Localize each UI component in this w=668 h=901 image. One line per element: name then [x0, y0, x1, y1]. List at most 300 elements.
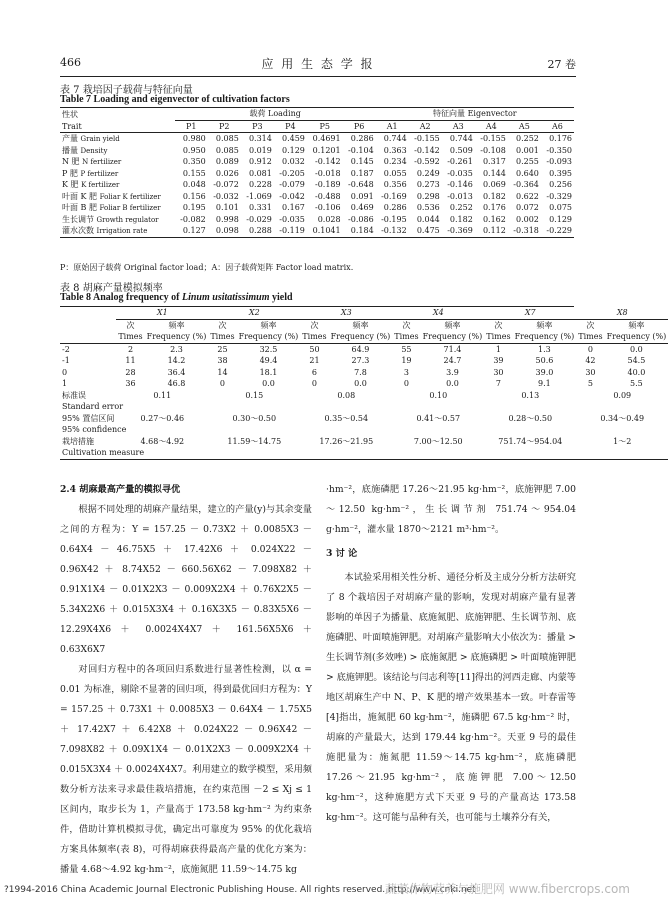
table7-trait-header-cn: 性状 — [62, 109, 78, 119]
table7-row-label-en: N fertilizer — [82, 158, 122, 167]
table7-cell: -0.195 — [381, 214, 407, 224]
table8-row-label: -1 — [62, 356, 70, 366]
table8-ci-cell: 0.41～0.57 — [416, 413, 461, 423]
table8-caption-cn: 表 8 胡麻产量模拟频率 — [60, 283, 163, 294]
table8-ci-row-en — [60, 424, 668, 436]
table8-sub-header-cn: 次 — [310, 320, 319, 330]
table7-col-header: P6 — [353, 121, 365, 131]
table7-cell: -0.032 — [213, 191, 239, 201]
table7-cell: -0.018 — [315, 168, 341, 178]
table8-cell: 0.0 — [262, 379, 275, 389]
table7-cell: -0.329 — [546, 191, 572, 201]
table7-row-label-cn: P 肥 — [62, 168, 81, 178]
table7-row-label-en: Foliar K fertilizer — [99, 192, 161, 201]
table7-cell: -0.029 — [246, 214, 272, 224]
table7-cell: 0.069 — [482, 180, 506, 190]
table8-cell: 18.1 — [259, 367, 278, 377]
table8-row — [60, 367, 668, 379]
table7-cell: 0.234 — [383, 157, 407, 167]
table7-cell: -0.106 — [315, 203, 341, 213]
table7-row-label — [60, 145, 175, 157]
table8-se-row — [60, 390, 668, 402]
table7-cell: 0.127 — [182, 226, 206, 236]
table8-cell: 71.4 — [443, 344, 462, 354]
table8-cell: 27.3 — [351, 356, 370, 366]
table8-sub-header-en: Frequency (%) — [146, 332, 207, 342]
table7-cell: -0.318 — [513, 226, 539, 236]
table7-cell: 0.195 — [182, 203, 206, 213]
table7-cell: -0.205 — [279, 168, 305, 178]
table7-col-header: P2 — [219, 121, 230, 131]
section-2-4-heading: 2.4 胡麻最高产量的模拟寻优 — [60, 484, 181, 495]
table7-cell: 0.980 — [182, 134, 206, 144]
table8-cell: 50 — [309, 344, 320, 354]
table8-cell: 5.5 — [630, 379, 643, 389]
table7-cell: 0.032 — [281, 157, 305, 167]
table7-cell: 0.622 — [515, 191, 539, 201]
table8-cell: 2.3 — [170, 344, 183, 354]
table8-cm-row-en — [60, 447, 668, 459]
table8-var-header: X4 — [392, 307, 484, 319]
table7-cell: 0.475 — [416, 226, 440, 236]
table8-se-cell: 0.11 — [153, 390, 172, 400]
header-rule — [60, 76, 576, 77]
table7-row-label — [60, 156, 175, 168]
table7-cell: 0.072 — [515, 203, 539, 213]
table8-cell: 7 — [495, 379, 501, 389]
table7-cell: 0.145 — [350, 157, 374, 167]
table7-cell: -0.093 — [546, 157, 572, 167]
table7-note: P：原始因子载荷 Original factor load；A：因子载荷矩阵 Factor load matrix. — [60, 263, 354, 272]
table7-cell: 0.002 — [515, 214, 539, 224]
table7-cell: 0.286 — [350, 134, 374, 144]
table7-cell: -0.013 — [447, 191, 473, 201]
table8-cell: 49.4 — [259, 356, 278, 366]
table8-ci-row — [60, 413, 668, 425]
table8-sub-row-en — [60, 331, 668, 343]
table8-se-cell: 0.08 — [337, 390, 356, 400]
table7-cell: -0.142 — [414, 145, 440, 155]
table8-cell: 28 — [125, 367, 136, 377]
table7-cell: 0.744 — [449, 134, 473, 144]
table8-ci-label-en: 95% confidence — [62, 425, 127, 435]
table7-row — [60, 179, 574, 191]
table7-cell: 0.228 — [248, 180, 272, 190]
table8-var-row — [60, 307, 668, 319]
table8-cell: 0 — [403, 379, 409, 389]
table7-cell: 0.744 — [383, 134, 407, 144]
table7-loading-header: 载荷 Loading — [175, 108, 376, 120]
para-optimal: 对回归方程中的各项回归系数进行显著性检测，以 α = 0.01 为标准，剔除不显著的回归项，得到最优回归方程为：Y = 157.25 ＋ 0.73X1 ＋ 0.0085X3 － 0.64X4 － 1.75X5 ＋ 17.42X7 ＋ 6.42X8 ＋ 0.024X22 － 0.96X42 － 7.098X82 ＋ 0.09X1X4 － 0.01X2X3 － 0.009X2X4 ＋ 0.015X3X4 ＋ 0.0024X4X7。利用建立的数学模型，采用频数分析方法来寻求最佳栽培措施，在约束范围 －2 ≤ Xj ≤ 1 区间内，取步长为 1，产量高于 173.58 kg·hm⁻² 为约束条件，借助计算机模拟寻优，确定出可靠度为 95% 的优化栽培方案具体频率(表 8)，可得胡麻获得最高产量的优化方案为：播量 4.68～4.92 kg·hm⁻²，底施氮肥 11.59～14.75 kg — [60, 664, 312, 875]
table7-cell: 0.469 — [350, 203, 374, 213]
table8-se-label-en: Standard error — [62, 402, 124, 412]
para-continued: ·hm⁻²，底施磷肥 17.26～21.95 kg·hm⁻²，底施钾肥 7.00～12.50 kg·hm⁻²，生长调节剂 751.74～954.04 g·hm⁻²，灌水量 1870～2121 m³·hm⁻²。 — [326, 484, 576, 535]
table7-row-label-en: Growth regulator — [96, 215, 159, 224]
table8-cell: 1.3 — [538, 344, 551, 354]
table7-row — [60, 133, 574, 145]
table7-row-label-en: P fertilizer — [80, 169, 119, 178]
table8-cell: 6 — [311, 367, 317, 377]
table8-sub-header-cn: 频率 — [260, 320, 277, 330]
table7-cell: 0.176 — [482, 203, 506, 213]
table8-cell: 0 — [219, 379, 226, 389]
table8-var-header: X8 — [576, 307, 668, 319]
table7-cell: 0.044 — [416, 214, 440, 224]
table8-cell: 50.6 — [535, 356, 554, 366]
table7-cell: 0.055 — [383, 168, 407, 178]
table7-cell: 0.075 — [549, 203, 572, 213]
table8-row-label: 1 — [62, 379, 68, 389]
table8-cell: 2 — [127, 344, 134, 354]
table8-cell: 32.5 — [259, 344, 278, 354]
table7-cell: 0.091 — [350, 191, 374, 201]
table7-cell: 0.998 — [215, 214, 239, 224]
table7-row-label-cn: 灌水次数 — [62, 226, 97, 236]
table7-cell: 0.182 — [482, 191, 506, 201]
table7-cell: 0.252 — [515, 134, 539, 144]
table7-cell: 0.101 — [215, 203, 239, 213]
table7-cell: 0.273 — [416, 180, 440, 190]
table8-caption-en-b: yield — [269, 292, 293, 303]
table7-row-label-cn: 叶面 K 肥 — [62, 191, 100, 201]
table7-row — [60, 225, 574, 237]
table8-cell: 0.0 — [446, 379, 459, 389]
table8-ci-label-cn: 95% 置信区间 — [62, 413, 115, 423]
table7-row — [60, 214, 574, 226]
table7-cell: 0.089 — [215, 157, 239, 167]
table7-row — [60, 168, 574, 180]
table7-row — [60, 191, 574, 203]
table7-cell: 0.184 — [350, 226, 374, 236]
table7-col-header: A4 — [485, 121, 497, 131]
table7-cell: 0.395 — [549, 168, 572, 178]
table8-cell: 0 — [311, 379, 317, 389]
table7-row-label-cn: N 肥 — [62, 157, 83, 167]
table7-cell: -0.261 — [447, 157, 473, 167]
table8-sub-header-en: Frequency (%) — [238, 332, 299, 342]
table7-cell: 0.176 — [549, 134, 572, 144]
table8-cell: 42 — [585, 356, 596, 366]
table8-cell: 30 — [585, 367, 596, 377]
table8-row-label: -2 — [62, 344, 70, 354]
table8-cell: 19 — [401, 356, 412, 366]
table8-row-label: 0 — [62, 367, 68, 377]
table8-ci-cell: 0.35～0.54 — [324, 413, 369, 423]
table7-cell: 0.129 — [549, 214, 572, 224]
table8-se-cell: 0.10 — [429, 390, 448, 400]
table7-cell: 0.026 — [215, 168, 239, 178]
table7-row-label-cn: 生长调节 — [62, 214, 97, 224]
copyright-footer: ?1994-2016 China Academic Journal Electronic Publishing House. All rights reserved. http://www.cnki.net — [4, 885, 476, 895]
table7-cell: 0.363 — [383, 145, 407, 155]
table7-cell: 0.4691 — [312, 134, 341, 144]
table8-caption-en-a: Table 8 Analog frequency of — [60, 292, 182, 303]
table7-cell: 0.950 — [182, 145, 206, 155]
table8-cell: 1 — [495, 344, 501, 354]
table7-cell: 0.019 — [248, 145, 272, 155]
table8-cm-row — [60, 436, 668, 448]
table7-col-header: P3 — [252, 121, 263, 131]
table7-row-label-cn: 叶面 B 肥 — [62, 203, 100, 213]
table7-cell: -0.229 — [546, 226, 572, 236]
table8-var-header: X1 — [116, 307, 208, 319]
table8-sub-header-cn: 次 — [126, 320, 135, 330]
table8-se-cell: 0.13 — [521, 390, 540, 400]
watermark: 蔬菜作物营养与施肥网 www.fibercrops.com — [384, 882, 630, 896]
table7-cell: -0.369 — [447, 226, 473, 236]
table7-cell: -0.169 — [381, 191, 407, 201]
table7-cell: 0.187 — [350, 168, 374, 178]
table7-cell: 0.640 — [515, 168, 539, 178]
table7-cell: 0.001 — [515, 145, 539, 155]
table7-cell: -0.104 — [348, 145, 374, 155]
table8-cm-cell: 4.68～4.92 — [140, 436, 185, 446]
table7-row — [60, 202, 574, 214]
table7-cell: 0.144 — [482, 168, 506, 178]
table7-row-label-cn: 播量 — [62, 145, 81, 155]
table8-cell: 11 — [125, 356, 136, 366]
table8-cell: 7.8 — [354, 367, 367, 377]
table7-cell: 0.155 — [182, 168, 206, 178]
table7-cell: -0.155 — [414, 134, 440, 144]
table8-cell: 3.9 — [446, 367, 459, 377]
table7-cell: 0.048 — [182, 180, 206, 190]
table7-row-label-en: Density — [80, 146, 108, 155]
table7-row-label-en: Grain yield — [80, 135, 120, 144]
table8-caption-species: Linum usitatissimum — [181, 292, 270, 303]
table8-cell: 24.7 — [443, 356, 462, 366]
table7-cell: 0.085 — [215, 145, 239, 155]
table8-sub-header-cn: 次 — [494, 320, 503, 330]
table7-cell: -0.146 — [447, 180, 473, 190]
table7-row — [60, 145, 574, 157]
journal-title: 应 用 生 态 学 报 — [261, 57, 375, 71]
table7-cell: -0.364 — [513, 180, 539, 190]
table7-cell: 0.249 — [416, 168, 440, 178]
table8-sub-header-en: Frequency (%) — [330, 332, 391, 342]
table8-cell: 9.1 — [538, 379, 551, 389]
table7-cell: -0.035 — [279, 214, 305, 224]
table8-se-row-en — [60, 401, 668, 413]
table7-cell: 0.162 — [482, 214, 506, 224]
table7-row-label-en: K fertilizer — [81, 181, 120, 190]
table8-cell: 14.2 — [167, 356, 186, 366]
table8-cell: 0 — [587, 344, 593, 354]
table7-col-header: P4 — [285, 121, 296, 131]
table7-row-label — [60, 202, 175, 214]
table7-cell: 0.255 — [515, 157, 539, 167]
table8-sub-header-cn: 频率 — [628, 320, 645, 330]
table8-cell: 0.0 — [354, 379, 367, 389]
table7-row-label — [60, 214, 175, 226]
table7-eigen-header: 特征向量 Eigenvector — [376, 108, 574, 120]
table8-sub-header-cn: 次 — [402, 320, 411, 330]
table8-sub-row — [60, 319, 668, 331]
table7-col-header: P5 — [319, 121, 330, 131]
page-number: 466 — [60, 56, 81, 69]
table7-cell: 0.912 — [248, 157, 272, 167]
table7-cell: -0.155 — [480, 134, 506, 144]
table8-ci-cell: 0.27～0.46 — [140, 413, 185, 423]
table7-cell: -0.035 — [447, 168, 473, 178]
table8-sub-header-cn: 次 — [218, 320, 227, 330]
table8-sub-header-en: Times — [394, 332, 419, 342]
table7-cell: -0.108 — [480, 145, 506, 155]
table8-sub-header-cn: 频率 — [536, 320, 553, 330]
table7-row-label — [60, 133, 175, 145]
table7-col-header: A2 — [419, 121, 431, 131]
table7-caption-cn: 表 7 栽培因子载荷与特征向量 — [60, 85, 193, 96]
table8-cell: 36.4 — [167, 367, 186, 377]
table8-cm-cell: 11.59～14.75 — [227, 436, 282, 446]
table8-blank — [60, 319, 116, 331]
table7 — [60, 108, 574, 238]
table7-row-label-cn: 产量 — [62, 134, 81, 144]
para-discussion: 本试验采用相关性分析、通径分析及主成分分析方法研究了 8 个栽培因子对胡麻产量的影响，发现对胡麻产量有显著影响的单因子为播量、底施氮肥、底施钾肥、生长调节剂、底施磷肥、叶面喷施钾肥。对胡麻产量影响大小依次为：播量 > 生长调节剂(多效唑) > 底施氮肥 > 底施磷肥 > 叶面喷施钾肥 > 底施钾肥。该结论与闫志利等[11]得出的河西走廊、内蒙等地区胡麻生产中 N、P、K 肥的增产效果基本一致。叶春雷等[4]指出，施氮肥 60 kg·hm⁻²，施磷肥 67.5 kg·hm⁻² 时，胡麻的产量最大，达到 179.44 kg·hm⁻²。天亚 9 号的最佳施肥量为：施氮肥 11.59～14.75 kg·hm⁻²，底施磷肥 17.26～21.95 kg·hm⁻²，底施钾肥 7.00～12.50 kg·hm⁻²，这种施肥方式下天亚 9 号的产量高达 173.58 kg·hm⁻²。这可能与品种有关，也可能与土壤养分有关， — [326, 572, 576, 823]
table7-cell: 0.509 — [449, 145, 473, 155]
table7-cell: 0.298 — [416, 191, 440, 201]
right-column — [326, 480, 576, 828]
table8-cell: 3 — [403, 367, 409, 377]
table7-cell: 0.286 — [383, 203, 407, 213]
table8-sub-header-cn: 频率 — [168, 320, 185, 330]
table8-cell: 39 — [493, 356, 504, 366]
table7-cell: 0.167 — [281, 203, 305, 213]
table8-row — [60, 355, 668, 367]
table8-cell: 38 — [217, 356, 228, 366]
table8-cell: 46.8 — [167, 379, 186, 389]
table7-cell: -0.086 — [348, 214, 374, 224]
table7-col-header: A6 — [552, 121, 563, 131]
table7-cell: -0.082 — [180, 214, 206, 224]
table7-cell: 0.288 — [248, 226, 272, 236]
table7-cell: 0.129 — [281, 145, 305, 155]
table7-row-label — [60, 179, 175, 191]
table7-cell: -1.069 — [246, 191, 272, 201]
table7-cell: -0.189 — [315, 180, 341, 190]
table7-row-label — [60, 168, 175, 180]
table7-cell: -0.592 — [414, 157, 440, 167]
table7-caption-en: Table 7 Loading and eigenvector of cultivation factors — [60, 94, 290, 105]
table7-cell: 0.028 — [317, 214, 341, 224]
volume-label: 27 卷 — [547, 58, 576, 71]
table8-row — [60, 343, 668, 355]
table7-cell: 0.459 — [281, 134, 305, 144]
table8-ci-cell: 0.34～0.49 — [600, 413, 645, 423]
table7-cell: -0.488 — [315, 191, 341, 201]
table7-cell: 0.350 — [182, 157, 206, 167]
table8-ci-cell: 0.28～0.50 — [508, 413, 553, 423]
table7-cell: -0.350 — [546, 145, 572, 155]
table8-sub-header-en: Times — [486, 332, 511, 342]
table7-cell: 0.182 — [449, 214, 473, 224]
table7-col-header: P1 — [185, 121, 197, 131]
table8-se-label-cn: 标准误 — [62, 390, 86, 400]
table7-cell: -0.119 — [279, 226, 305, 236]
table8-sub-header-en: Times — [302, 332, 327, 342]
table8-cm-cell: 751.74～954.04 — [498, 436, 563, 446]
table8-sub-header-en: Frequency (%) — [606, 332, 667, 342]
table7-cell: -0.648 — [348, 180, 374, 190]
table7-cell: 0.085 — [215, 134, 239, 144]
table8-cm-cell: 1～2 — [613, 436, 632, 446]
table8-row — [60, 378, 668, 390]
table8-se-cell: 0.09 — [613, 390, 632, 400]
table7-row-label-en: Irrigation rate — [96, 227, 148, 236]
table7-cell: -0.142 — [315, 157, 341, 167]
table8-blank — [60, 331, 116, 343]
table8-cell: 5 — [587, 379, 593, 389]
table7-cell: 0.256 — [549, 180, 572, 190]
table8-cell: 21 — [309, 356, 320, 366]
table8-cell: 0.0 — [630, 344, 643, 354]
table8-blank — [60, 307, 116, 319]
table8-cm-label-en: Cultivation measure — [62, 448, 145, 458]
table8-sub-header-cn: 次 — [586, 320, 595, 330]
table8-cell: 25 — [217, 344, 228, 354]
table8 — [60, 307, 668, 460]
left-column — [60, 480, 312, 880]
table8-cell: 39.0 — [535, 367, 554, 377]
table7-cell: 0.317 — [482, 157, 506, 167]
table7-cell: 0.314 — [248, 134, 272, 144]
table7-col-header: A3 — [452, 121, 464, 131]
table8-sub-header-en: Times — [210, 332, 235, 342]
para-equation: 根据不同处理的胡麻产量结果，建立的产量(y)与其余变量之间的方程为：Y = 157.25 － 0.73X2 ＋ 0.0085X3 － 0.64X4 － 46.75X5 ＋ 17.42X6 ＋ 0.024X22 － 0.96X42 ＋ 8.74X52 － 660.56X62 － 7.098X82 ＋ 0.91X1X4 － 0.01X2X3 － 0.009X2X4 ＋ 0.76X2X5 － 5.34X2X6 ＋ 0.015X3X4 ＋ 0.16X3X5 － 0.83X5X6 － 12.29X4X6 ＋ 0.0024X4X7 ＋ 161.56X5X6 ＋ 0.63X6X7 — [60, 504, 312, 655]
table8-sub-header-en: Frequency (%) — [422, 332, 483, 342]
table8-sub-header-en: Times — [118, 332, 143, 342]
table8-cell: 54.5 — [627, 356, 646, 366]
table8-sub-header-cn: 频率 — [352, 320, 369, 330]
table8-var-header: X7 — [484, 307, 576, 319]
table8-cell: 55 — [401, 344, 412, 354]
table8-var-header: X3 — [300, 307, 392, 319]
table8-cell: 14 — [217, 367, 228, 377]
table7-cell: 0.1041 — [312, 226, 341, 236]
table7-cell: 0.098 — [215, 226, 239, 236]
section-3-heading: 3 讨 论 — [326, 548, 358, 559]
table8-caption-en — [60, 292, 293, 303]
table8-sub-header-en: Frequency (%) — [514, 332, 575, 342]
table7-cell: 0.356 — [383, 180, 407, 190]
table8-sub-header-en: Times — [578, 332, 603, 342]
table8-cell: 36 — [125, 379, 136, 389]
table8-cell: 40.0 — [627, 367, 646, 377]
table7-row-label — [60, 191, 175, 203]
table7-col-header: A5 — [518, 121, 530, 131]
table8-var-header: X2 — [208, 307, 300, 319]
table7-cell: -0.042 — [279, 191, 305, 201]
table7-cell: 0.112 — [482, 226, 506, 236]
table8-cm-cell: 7.00～12.50 — [413, 436, 463, 446]
table7-cell: 0.1201 — [312, 145, 341, 155]
table8-cell: 30 — [493, 367, 504, 377]
table7-cell: 0.252 — [449, 203, 473, 213]
table7-row-label-en: Foliar B fertilizer — [99, 204, 161, 213]
table7-cell: 0.331 — [248, 203, 272, 213]
table8-se-cell: 0.15 — [245, 390, 264, 400]
table8-ci-cell: 0.30～0.50 — [232, 413, 277, 423]
table7-row-label-cn: K 肥 — [62, 180, 82, 190]
table7-cell: 0.536 — [416, 203, 440, 213]
table8-cm-label-cn: 栽培措施 — [62, 436, 94, 446]
table7-cell: -0.079 — [279, 180, 305, 190]
table8-cell: 64.9 — [351, 344, 370, 354]
table7-cell: 0.156 — [182, 191, 206, 201]
table8-sub-header-cn: 频率 — [444, 320, 461, 330]
table8-cm-cell: 17.26～21.95 — [319, 436, 374, 446]
table7-cell: 0.081 — [248, 168, 272, 178]
